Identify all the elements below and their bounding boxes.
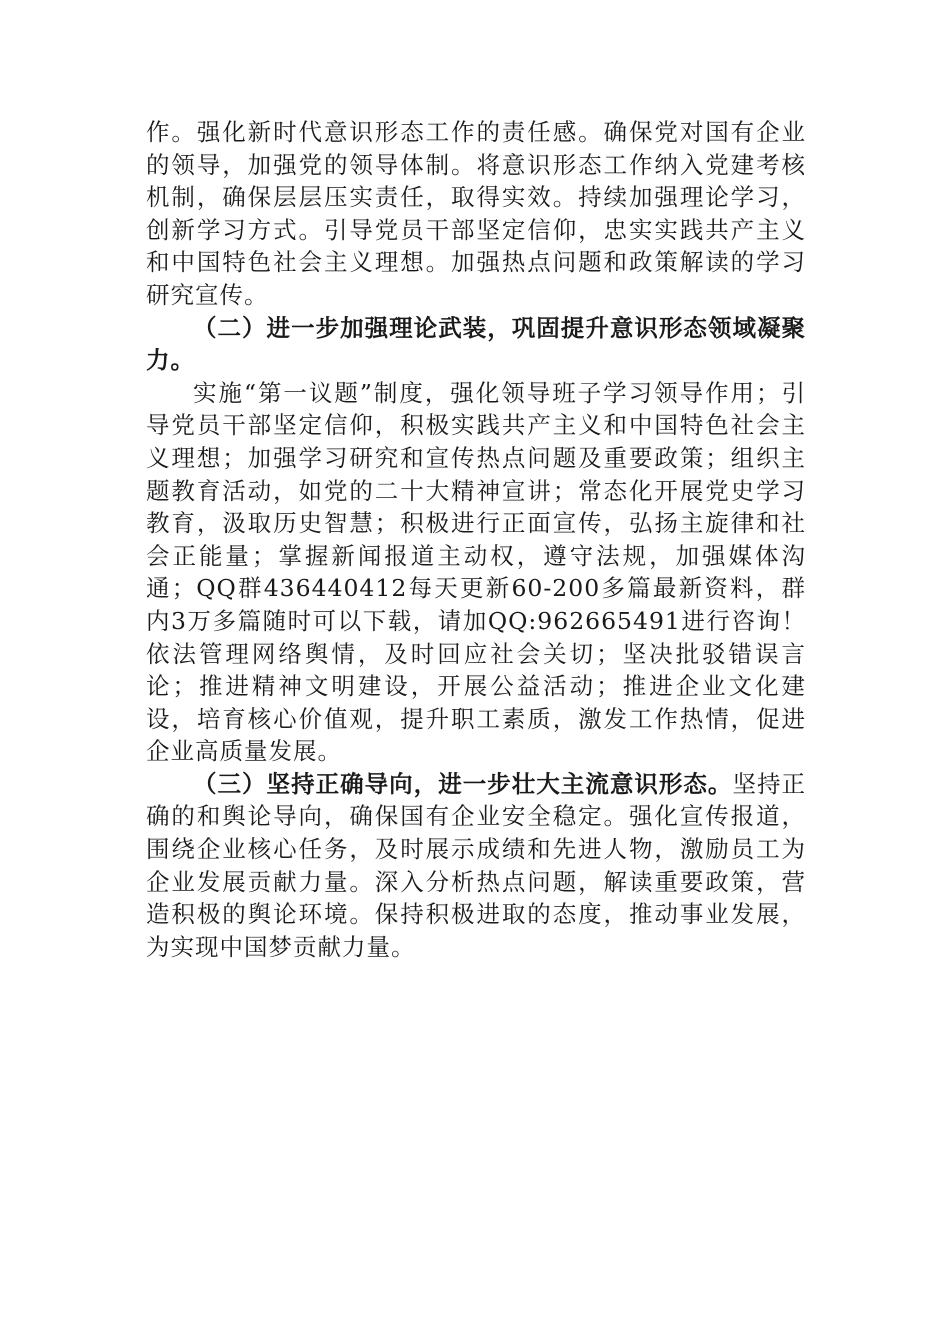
document-page: [146, 116, 806, 963]
section-heading-3: （三）坚持正确导向，进一步壮大主流意识形态。: [193, 769, 733, 798]
paragraph-section-3: [146, 768, 806, 964]
section-heading-2: （二）进一步加强理论武装，巩固提升意识形态领域凝聚力。: [146, 313, 806, 375]
paragraph-section-2: 实施“第一议题”制度，强化领导班子学习领导作用；引导党员干部坚定信仰，积极实践共产主义和中国特色社会主义理想；加强学习研究和宣传热点问题及重要政策；组织主题教育活动，如党的二十大精神宣讲；常态化开展党史学习教育，汲取历史智慧；积极进行正面宣传，弘扬主旋律和社会正能量；掌握新闻报道主动权，遵守法规，加强媒体沟通；QQ群436440412每天更新60-200多篇最新资料，群内3万多篇随时可以下载，请加QQ:962665491进行咨询！依法管理网络舆情，及时回应社会关切；坚决批驳错误言论；推进精神文明建设，开展公益活动；推进企业文化建设，培育核心价值观，提升职工素质，激发工作热情，促进企业高质量发展。: [146, 378, 806, 766]
paragraph-section-3-body: 坚持正确的和舆论导向，确保国有企业安全稳定。强化宣传报道，围绕企业核心任务，及时展示成绩和先进人物，激励员工为企业发展贡献力量。深入分析热点问题，解读重要政策，营造积极的舆论环境。保持积极进取的态度，推动事业发展，为实现中国梦贡献力量。: [146, 769, 807, 961]
paragraph-continuation: 作。强化新时代意识形态工作的责任感。确保党对国有企业的领导，加强党的领导体制。将意识形态工作纳入党建考核机制，确保层层压实责任，取得实效。持续加强理论学习，创新学习方式。引导党员干部坚定信仰，忠实实践共产主义和中国特色社会主义理想。加强热点问题和政策解读的学习研究宣传。: [146, 118, 806, 309]
